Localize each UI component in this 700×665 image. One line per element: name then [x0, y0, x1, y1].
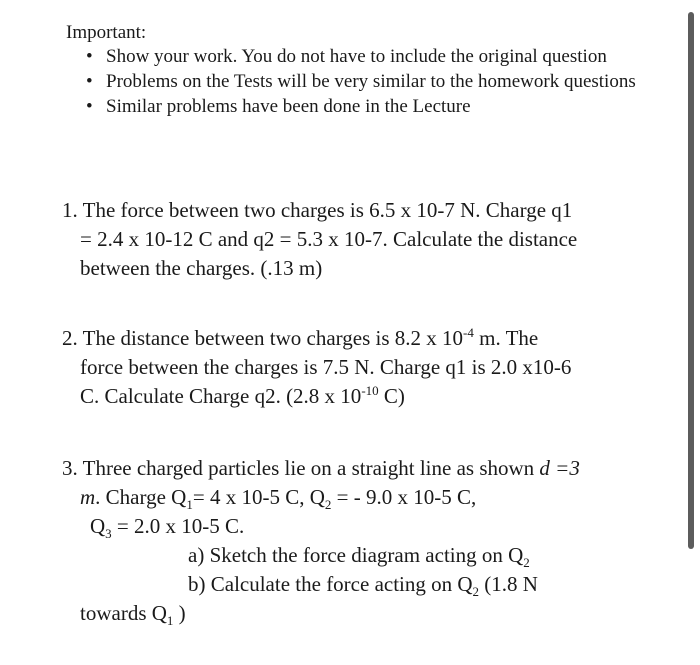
- question-text: C. Calculate Charge q2. (2.8 x 10: [80, 384, 362, 408]
- distance-symbol: d =3: [539, 456, 580, 480]
- question-3-line-3: [62, 512, 662, 541]
- bullet-text: Similar problems have been done in the Lecture: [106, 96, 471, 117]
- subscript: 2: [324, 497, 332, 513]
- question-3-line-last: [62, 599, 662, 628]
- question-text: The distance between two charges is 8.2 x 10: [82, 326, 464, 350]
- scrollbar[interactable]: [688, 12, 694, 549]
- question-text: a) Sketch the force diagram acting on Q: [188, 543, 524, 567]
- important-bullet-list: [86, 44, 646, 119]
- question-text: = 4 x 10-5 C, Q: [192, 485, 325, 509]
- question-1-line-2: = 2.4 x 10-12 C and q2 = 5.3 x 10-7. Calculate the distance: [80, 227, 578, 251]
- question-number: 1.: [62, 198, 78, 222]
- bullet-item: [86, 94, 646, 119]
- question-3-line-2: [62, 483, 662, 512]
- subscript: 2: [523, 555, 530, 571]
- bullet-icon: •: [86, 46, 93, 67]
- question-text: (1.8 N: [479, 572, 538, 596]
- question-3-part-b: [62, 570, 662, 599]
- question-2-line-1: [62, 324, 642, 353]
- bullet-text: Problems on the Tests will be very similar to the homework questions: [106, 71, 636, 92]
- question-text: m. The: [473, 326, 539, 350]
- question-3: [62, 454, 662, 628]
- bullet-text: Show your work. You do not have to include the original question: [106, 46, 607, 67]
- question-1: [62, 196, 642, 283]
- question-text: Q: [90, 514, 106, 538]
- bullet-icon: •: [86, 96, 93, 117]
- subscript: 3: [105, 526, 112, 542]
- question-3-part-a: [62, 541, 662, 570]
- question-3-line-1: [62, 454, 662, 483]
- exponent: -4: [463, 325, 474, 340]
- bullet-item: [86, 44, 646, 69]
- question-text: . Charge Q: [95, 485, 187, 509]
- question-text: The force between two charges is 6.5 x 10-7 N. Charge q1: [82, 198, 573, 222]
- question-1-line-1: [62, 196, 642, 225]
- subscript: 1: [166, 613, 174, 629]
- important-heading: Important:: [66, 22, 147, 43]
- question-text: Three charged particles lie on a straight line as shown: [82, 456, 540, 480]
- question-text: C): [378, 384, 405, 408]
- question-text: ): [173, 601, 186, 625]
- bullet-icon: •: [86, 71, 93, 92]
- question-text: = 2.0 x 10-5 C.: [111, 514, 245, 538]
- exponent: -10: [361, 383, 379, 398]
- question-text: = - 9.0 x 10-5 C,: [331, 485, 477, 509]
- question-2: [62, 324, 642, 411]
- unit-symbol: m: [80, 485, 96, 509]
- subscript: 1: [186, 497, 193, 513]
- question-number: 2.: [62, 326, 78, 350]
- question-number: 3.: [62, 456, 78, 480]
- subscript: 2: [472, 584, 480, 600]
- question-2-line-3: [62, 382, 642, 411]
- question-text: b) Calculate the force acting on Q: [188, 572, 473, 596]
- question-1-line-3: between the charges. (.13 m): [80, 256, 323, 280]
- question-2-line-2: force between the charges is 7.5 N. Charge q1 is 2.0 x10-6: [80, 355, 572, 379]
- bullet-item: [86, 69, 646, 94]
- question-text: towards Q: [80, 601, 167, 625]
